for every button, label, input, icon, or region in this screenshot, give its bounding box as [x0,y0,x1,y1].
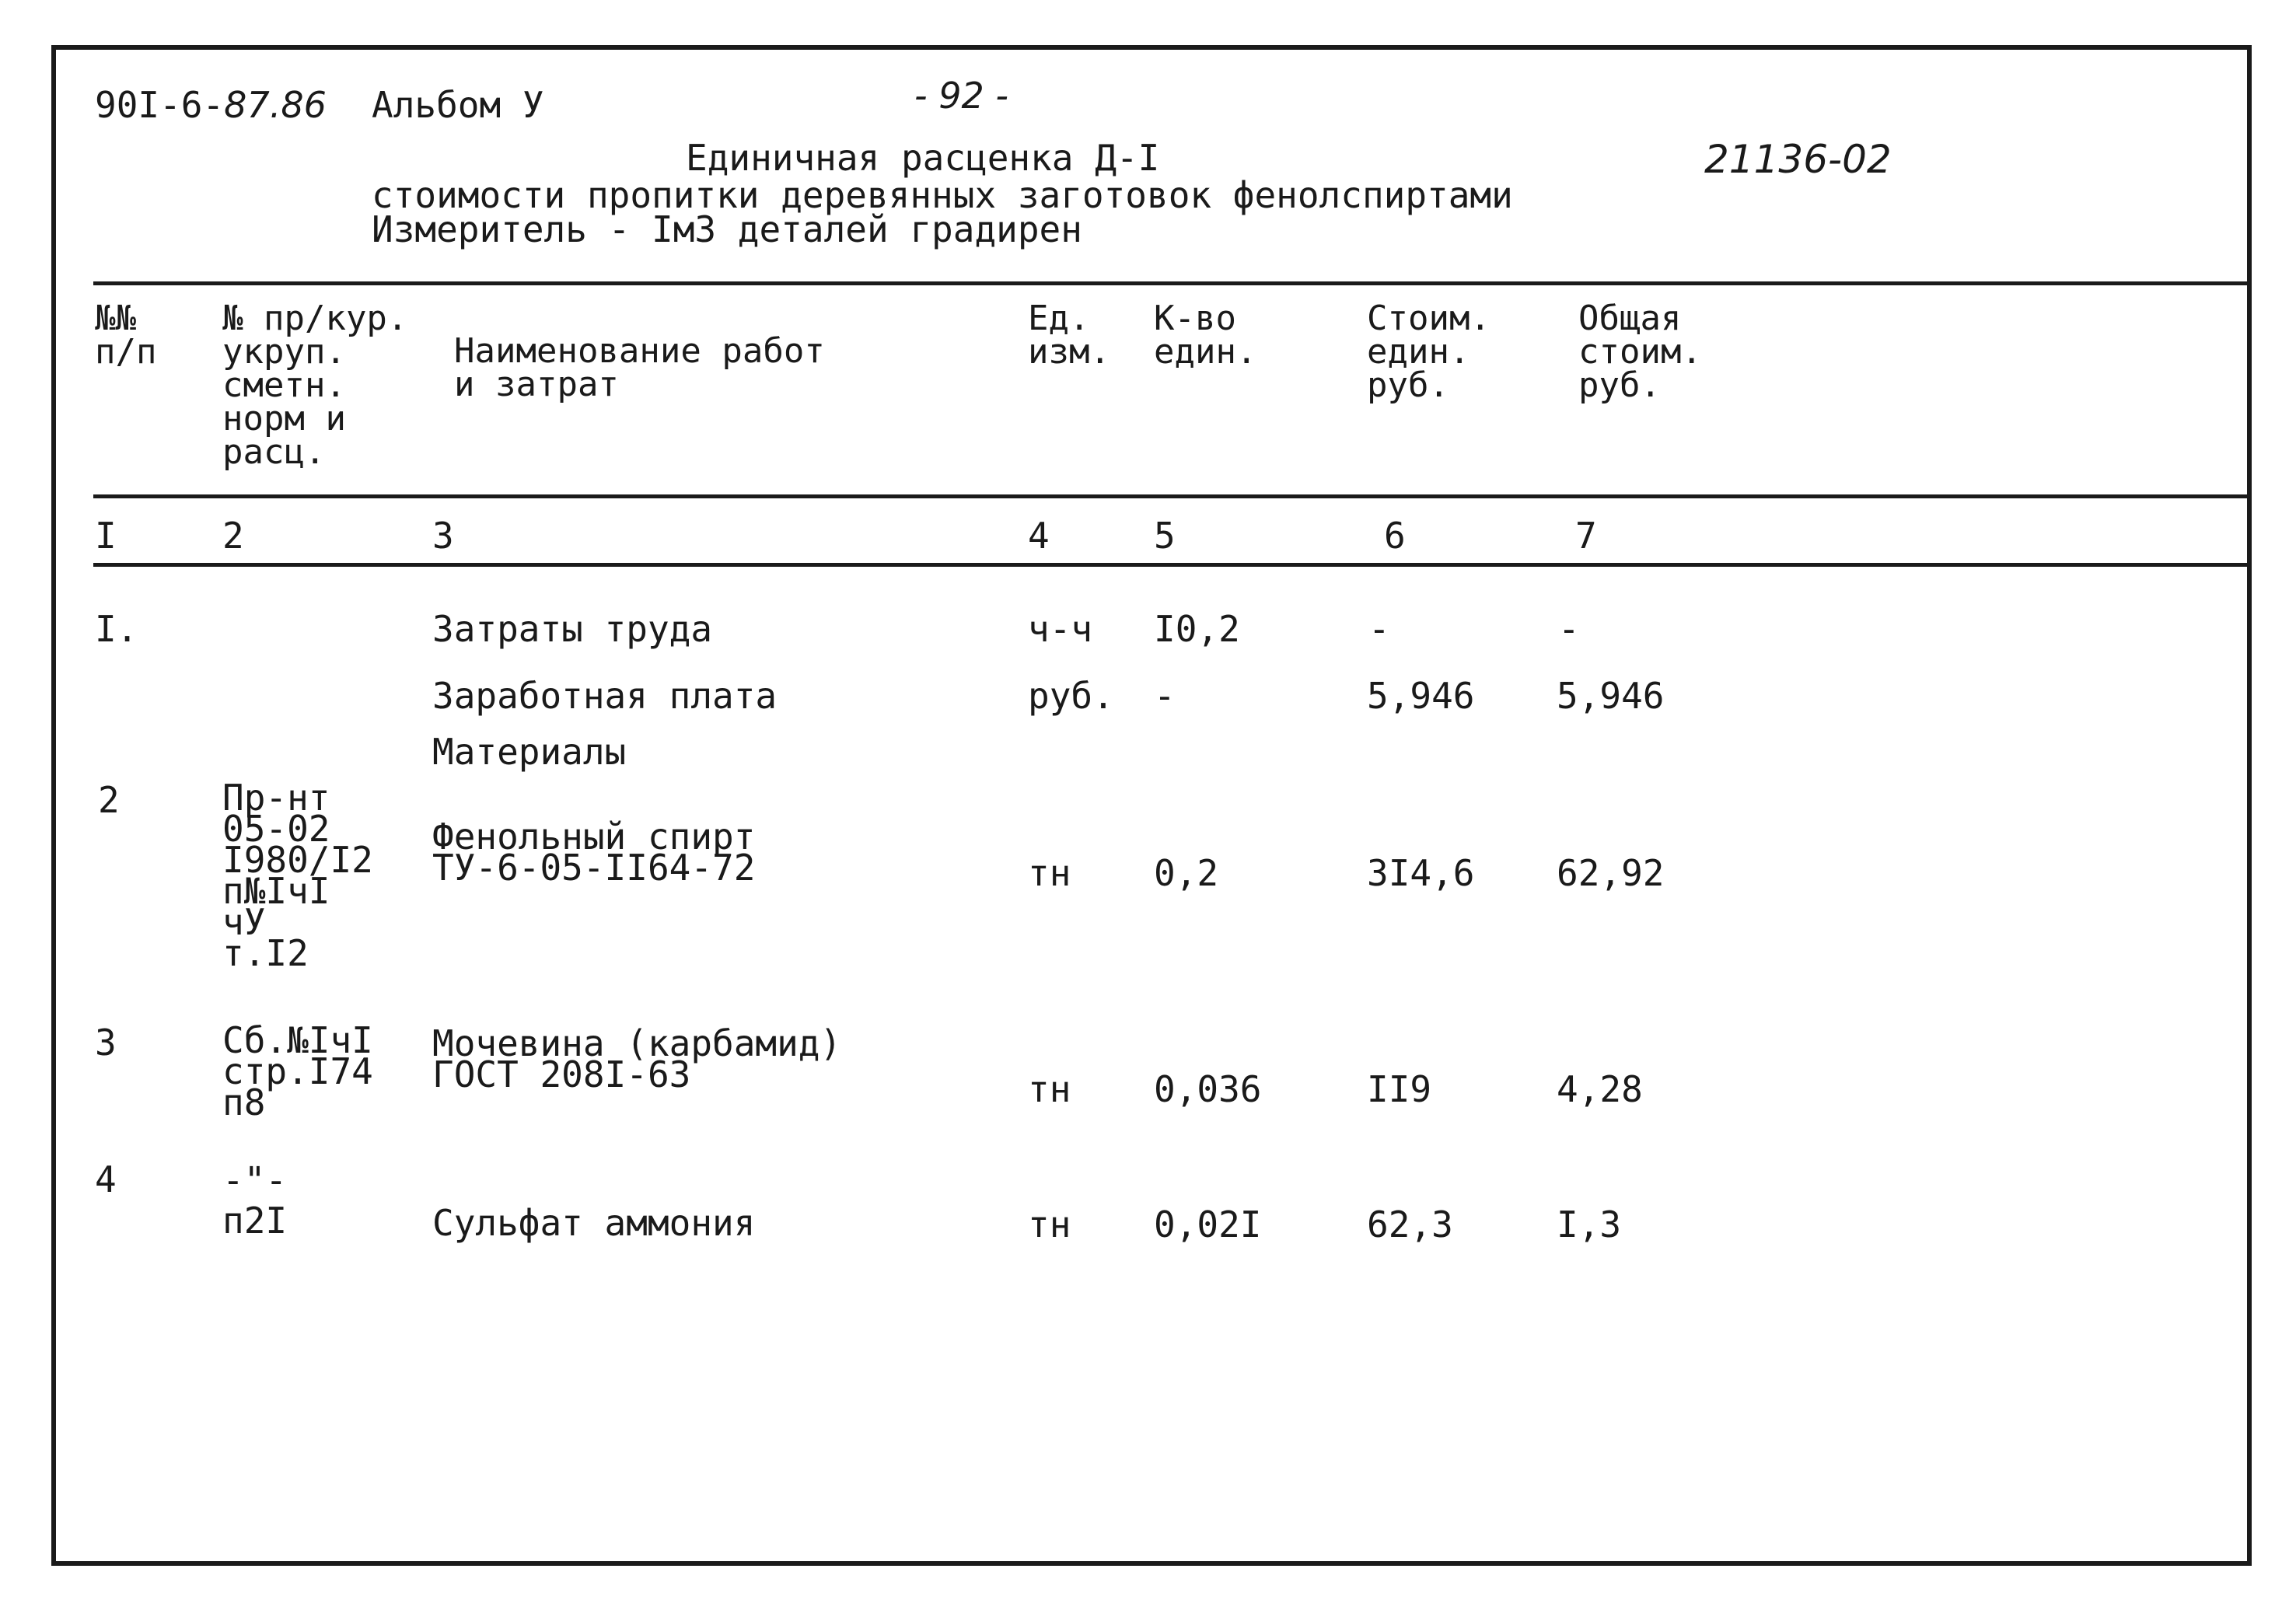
row-total: I,3 [1557,1204,1622,1245]
col-number-3: 3 [432,515,454,557]
col-number-6: 6 [1384,515,1406,557]
doc-code [95,84,327,126]
col-header-num: №№ п/п [95,299,157,372]
row-num: I. [95,608,138,650]
row-ref: Пр-нт 05-02 I980/I2 п№IчI чУ т.I2 [222,777,373,974]
row-num: 4 [95,1158,117,1200]
col-header-qty: К-во един. [1154,299,1257,372]
doc-code-suffix: 87.86 [224,84,327,126]
row-qty: I0,2 [1154,608,1240,650]
page-number: - 92 - [914,75,1008,117]
stamp-number: 21136-02 [1704,137,1892,182]
row-total: 62,92 [1557,852,1665,894]
page-frame [51,45,2252,1566]
doc-code-prefix: 90I-6- [95,84,225,126]
row-ref: Сб.№IчI стр.I74 п8 [222,1019,373,1123]
row-price: 5,946 [1367,675,1475,717]
col-header-ref: № пр/кур. укруп. сметн. норм и расц. [222,299,408,472]
row-price: II9 [1367,1068,1432,1110]
album-label: Альбом У [372,84,544,126]
row-unit: тн [1028,852,1071,894]
col-number-7: 7 [1575,515,1597,557]
col-number-5: 5 [1154,515,1176,557]
row-unit: тн [1028,1204,1071,1245]
table-top-rule [93,281,2247,285]
col-header-name: Наименование работ и затрат [454,331,825,404]
title-line-1: Единичная расценка Д-I [686,137,1160,179]
col-header-unit: Ед. изм. [1028,299,1110,372]
col-header-total: Общая стоим. руб. [1578,299,1702,405]
row-num: 3 [95,1022,117,1064]
column-numbers-rule [93,563,2247,567]
row-num: 2 [98,779,120,821]
row-qty: 0,036 [1154,1068,1262,1110]
col-header-price: Стоим. един. руб. [1367,299,1490,405]
row-unit: руб. [1028,675,1114,717]
row-unit: ч-ч [1028,608,1093,650]
row-ref: -"- п2I [222,1159,288,1242]
col-number-2: 2 [222,515,244,557]
row-name: Материалы [432,731,627,773]
row-name: Мочевина (карбамид) ГОСТ 208I-63 [432,1022,842,1095]
row-unit: тн [1028,1068,1071,1110]
row-total: - [1558,608,1580,650]
row-name: Заработная плата [432,675,778,717]
header-bottom-rule [93,494,2247,498]
row-price: 3I4,6 [1367,852,1475,894]
col-number-1: I [95,515,117,557]
row-name: Сульфат аммония [432,1202,756,1244]
row-qty: 0,02I [1154,1204,1262,1245]
row-name: Затраты труда [432,608,713,650]
title-line-3: Измеритель - Iм3 деталей градирен [372,208,1082,250]
col-number-4: 4 [1028,515,1050,557]
row-price: - [1368,608,1390,650]
title-line-2: стоимости пропитки деревянных заготовок фенолспиртами [372,174,1513,216]
row-qty: 0,2 [1154,852,1219,894]
row-price: 62,3 [1367,1204,1453,1245]
row-total: 4,28 [1557,1068,1643,1110]
row-total: 5,946 [1557,675,1665,717]
row-qty: - [1154,675,1176,717]
row-name: Фенольный спирт ТУ-6-05-II64-72 [432,816,756,889]
